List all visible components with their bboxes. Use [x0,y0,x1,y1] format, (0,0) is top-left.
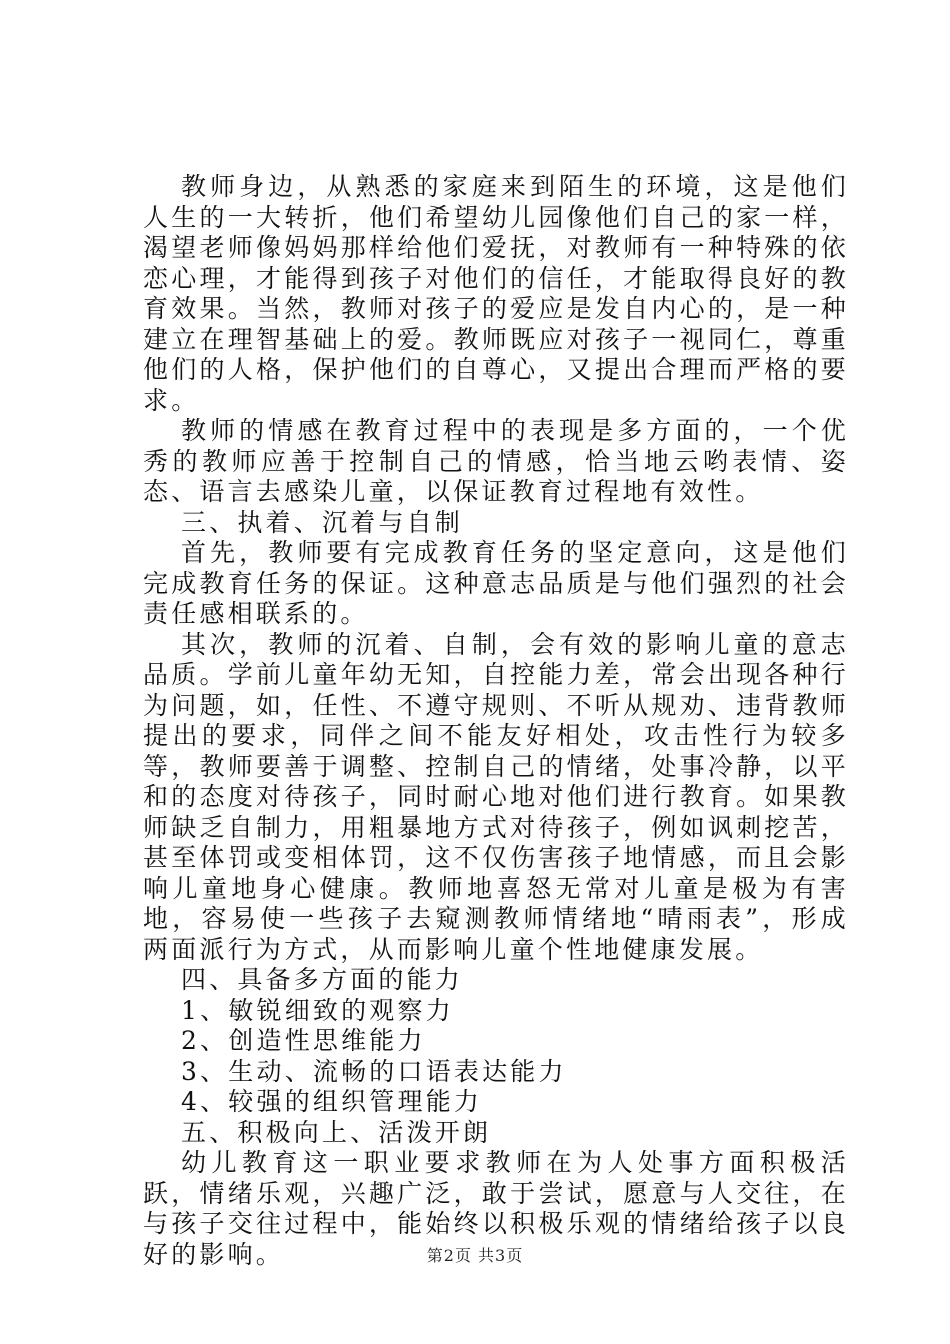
paragraph-will-firstly: 首先，教师要有完成教育任务的坚定意向，这是他们完成教育任务的保证。这种意志品质是与他们强烈的社会责任感相联系的。 [143,538,849,628]
section-heading-3: 三、执着、沉着与自制 [181,507,464,537]
paragraph-teacher-emotion: 教师的情感在教育过程中的表现是多方面的，一个优秀的教师应善于控制自己的情感，恰当地云哟表情、姿态、语言去感染儿童，以保证教育过程地有效性。 [143,416,849,506]
paragraph-will-secondly: 其次，教师的沉着、自制，会有效的影响儿童的意志品质。学前儿童年幼无知，自控能力差，常会出现各种行为问题，如，任性、不遵守规则、不听从规劝、违背教师提出的要求，同伴之间不能友好相处，攻击性行为较多等，教师要善于调整、控制自己的情绪，处事冷静，以平和的态度对待孩子，同时耐心地对他们进行教育。如果教师缺乏自制力，用粗暴地方式对待孩子，例如讽刺挖苦，甚至体罚或变相体罚，这不仅伤害孩子地情感，而且会影响儿童地身心健康。教师地喜怒无常对儿童是极为有害地，容易使一些孩子去窥测教师情绪地“晴雨表”，形成两面派行为方式，从而影响儿童个性地健康发展。 [143,629,849,964]
document-body [143,172,849,1270]
section-heading-5: 五、积极向上、活泼开朗 [181,1117,492,1147]
paragraph-positive-attitude: 幼儿教育这一职业要求教师在为人处事方面积极活跃，情绪乐观，兴趣广泛，敢于尝试，愿意与人交往，在与孩子交往过程中，能始终以积极乐观的情绪给孩子以良好的影响。 [143,1148,849,1269]
ability-item-4: 4、较强的组织管理能力 [181,1087,483,1116]
ability-item-3: 3、生动、流畅的口语表达能力 [181,1056,567,1086]
page-number-footer: 第2页 共3页 [426,1246,524,1265]
ability-item-2: 2、创造性思维能力 [181,1026,426,1055]
section-heading-4: 四、具备多方面的能力 [181,965,464,994]
ability-item-1: 1、敏锐细致的观察力 [181,995,454,1025]
paragraph-teacher-love: 教师身边，从熟悉的家庭来到陌生的环境，这是他们人生的一大转折，他们希望幼儿园像他们自己的家一样，渴望老师像妈妈那样给他们爱抚，对教师有一种特殊的依恋心理，才能得到孩子对他们的信任，才能取得良好的教育效果。当然，教师对孩子的爱应是发自内心的，是一种建立在理智基础上的爱。教师既应对孩子一视同仁，尊重他们的人格，保护他们的自尊心，又提出合理而严格的要求。 [143,172,849,415]
